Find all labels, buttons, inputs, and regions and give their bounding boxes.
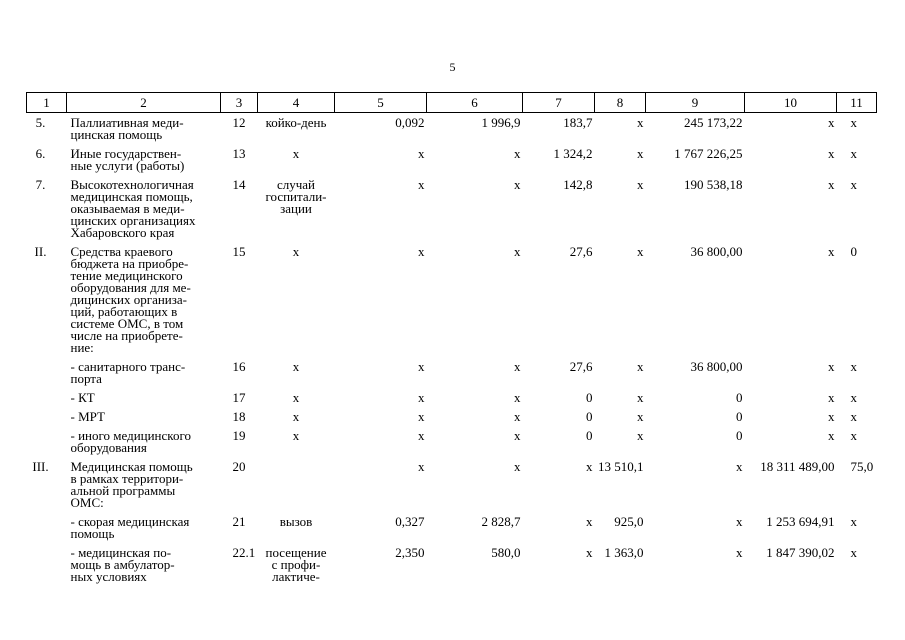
col-7-value: х <box>586 545 593 560</box>
table-row <box>27 113 877 145</box>
table-row <box>27 457 877 512</box>
unit: вызов <box>279 514 313 529</box>
col-6-value: 580,0 <box>491 545 521 560</box>
header-cell: 8 <box>595 93 646 113</box>
col-11-value: х <box>850 514 857 529</box>
col-10-value: х <box>828 409 835 424</box>
col-5-value: х <box>418 459 425 474</box>
col-6-value: х <box>514 146 521 161</box>
col-11-value: х <box>850 390 857 405</box>
col-6-value: х <box>514 428 521 443</box>
col-9-value: 0 <box>736 428 743 443</box>
col-5-value: х <box>418 244 425 259</box>
line-code: 12 <box>232 115 246 130</box>
col-6-value: х <box>514 359 521 374</box>
row-name: Высокотехнологичная медицинская помощь, оказываемая в меди- цинских организациях Хабаровского края <box>70 177 196 240</box>
col-8-value: 925,0 <box>614 514 644 529</box>
header-cell: 1 <box>27 93 67 113</box>
col-8-value: х <box>637 244 644 259</box>
col-10-value: х <box>828 359 835 374</box>
col-10-value: 1 847 390,02 <box>766 545 835 560</box>
col-6-value: х <box>514 459 521 474</box>
col-10-value: х <box>828 115 835 130</box>
budget-table <box>26 92 877 586</box>
col-7-value: 0 <box>586 409 593 424</box>
col-5-value: х <box>418 390 425 405</box>
col-7-value: х <box>586 459 593 474</box>
row-name: Иные государствен- ные услуги (работы) <box>70 146 185 173</box>
col-11-value: х <box>850 428 857 443</box>
row-name: Средства краевого бюджета на приобре- тение медицинского оборудования для ме- дицинских организа- ций, работающих в системе ОМС, в том числе на приобрете- ние: <box>70 244 191 355</box>
col-7-value: 1 324,2 <box>553 146 593 161</box>
col-6-value: 2 828,7 <box>481 514 521 529</box>
header-cell: 7 <box>523 93 595 113</box>
table-row <box>27 357 877 388</box>
col-9-value: х <box>736 545 743 560</box>
table-row <box>27 512 877 543</box>
unit: х <box>292 359 300 374</box>
row-name: - скорая медицинская помощь <box>70 514 190 541</box>
header-cell: 4 <box>258 93 335 113</box>
col-10-value: х <box>828 390 835 405</box>
col-10-value: х <box>828 428 835 443</box>
col-9-value: 245 173,22 <box>684 115 743 130</box>
row-number <box>27 388 67 407</box>
row-name: Медицинская помощь в рамках территори- альной программы ОМС: <box>70 459 193 510</box>
col-9-value: 36 800,00 <box>690 244 743 259</box>
col-7-value: 0 <box>586 390 593 405</box>
row-name: - медицинская по- мощь в амбулатор- ных условиях <box>70 545 175 584</box>
header-cell: 5 <box>335 93 427 113</box>
line-code: 17 <box>232 390 246 405</box>
line-code: 19 <box>232 428 246 443</box>
col-11-value: х <box>850 177 857 192</box>
col-9-value: 0 <box>736 409 743 424</box>
unit: случай госпитали- зации <box>265 177 327 216</box>
row-number: 5. <box>35 115 46 130</box>
row-name: Паллиативная меди- цинская помощь <box>70 115 184 142</box>
row-number <box>27 512 67 543</box>
col-11-value: х <box>850 409 857 424</box>
row-number <box>27 407 67 426</box>
header-cell: 2 <box>67 93 221 113</box>
row-name: - КТ <box>70 390 95 405</box>
col-5-value: х <box>418 359 425 374</box>
col-6-value: х <box>514 177 521 192</box>
col-9-value: х <box>736 459 743 474</box>
col-5-value: 0,327 <box>395 514 425 529</box>
col-7-value: 27,6 <box>569 359 593 374</box>
col-8-value: х <box>637 409 644 424</box>
col-9-value: 1 767 226,25 <box>674 146 743 161</box>
col-7-value: х <box>586 514 593 529</box>
col-9-value: 36 800,00 <box>690 359 743 374</box>
line-code: 20 <box>232 459 246 474</box>
header-cell: 3 <box>221 93 258 113</box>
unit: койко-день <box>265 115 327 130</box>
col-11-value: 0 <box>850 244 857 259</box>
row-name: - иного медицинского оборудования <box>70 428 191 455</box>
col-11-value: х <box>850 545 857 560</box>
col-8-value: х <box>637 177 644 192</box>
col-8-value: х <box>637 428 644 443</box>
unit: посещение с профи- лактиче- <box>265 545 327 584</box>
row-number <box>27 426 67 457</box>
table-body <box>27 113 877 587</box>
row-number: II. <box>34 244 47 259</box>
row-number: 6. <box>35 146 46 161</box>
col-10-value: х <box>828 146 835 161</box>
col-9-value: 190 538,18 <box>684 177 743 192</box>
col-11-value: х <box>850 115 857 130</box>
unit: х <box>292 390 300 405</box>
col-8-value: х <box>637 390 644 405</box>
col-8-value: х <box>637 115 644 130</box>
table-row <box>27 242 877 357</box>
col-5-value: х <box>418 146 425 161</box>
line-code: 14 <box>232 177 246 192</box>
header-cell: 9 <box>646 93 745 113</box>
col-5-value: х <box>418 428 425 443</box>
line-code: 16 <box>232 359 246 374</box>
col-6-value: 1 996,9 <box>481 115 521 130</box>
col-11-value: х <box>850 146 857 161</box>
line-code: 18 <box>232 409 246 424</box>
col-9-value: 0 <box>736 390 743 405</box>
col-6-value: х <box>514 409 521 424</box>
table-row <box>27 543 877 586</box>
row-number <box>27 357 67 388</box>
row-number <box>27 543 67 586</box>
col-5-value: х <box>418 177 425 192</box>
table-row <box>27 426 877 457</box>
line-code: 13 <box>232 146 246 161</box>
col-6-value: х <box>514 244 521 259</box>
col-11-value: 75,0 <box>850 459 874 474</box>
table-row <box>27 388 877 407</box>
header-row <box>27 93 877 113</box>
col-6-value: х <box>514 390 521 405</box>
col-7-value: 183,7 <box>563 115 593 130</box>
line-code: 21 <box>232 514 246 529</box>
line-code: 22.1 <box>232 545 256 560</box>
col-7-value: 27,6 <box>569 244 593 259</box>
table-row <box>27 144 877 175</box>
col-10-value: х <box>828 244 835 259</box>
col-8-value: 13 510,1 <box>598 459 644 474</box>
col-8-value: х <box>637 146 644 161</box>
col-9-value: х <box>736 514 743 529</box>
col-7-value: 142,8 <box>563 177 593 192</box>
col-8-value: 1 363,0 <box>604 545 644 560</box>
col-10-value: 1 253 694,91 <box>766 514 835 529</box>
line-code: 15 <box>232 244 246 259</box>
header-cell: 10 <box>745 93 837 113</box>
col-5-value: 2,350 <box>395 545 425 560</box>
col-7-value: 0 <box>586 428 593 443</box>
col-11-value: х <box>850 359 857 374</box>
table-row <box>27 407 877 426</box>
unit: х <box>292 428 300 443</box>
row-number: III. <box>32 459 49 474</box>
unit: х <box>292 244 300 259</box>
header-cell: 6 <box>427 93 523 113</box>
row-name: - МРТ <box>70 409 105 424</box>
unit: х <box>292 409 300 424</box>
col-10-value: х <box>828 177 835 192</box>
page-number: 5 <box>449 60 456 74</box>
col-5-value: 0,092 <box>395 115 425 130</box>
row-name: - санитарного транс- порта <box>70 359 186 386</box>
header-cell: 11 <box>837 93 877 113</box>
col-5-value: х <box>418 409 425 424</box>
col-8-value: х <box>637 359 644 374</box>
unit: х <box>292 146 300 161</box>
col-10-value: 18 311 489,00 <box>760 459 835 474</box>
row-number: 7. <box>35 177 46 192</box>
table-row <box>27 175 877 242</box>
unit <box>258 457 335 512</box>
